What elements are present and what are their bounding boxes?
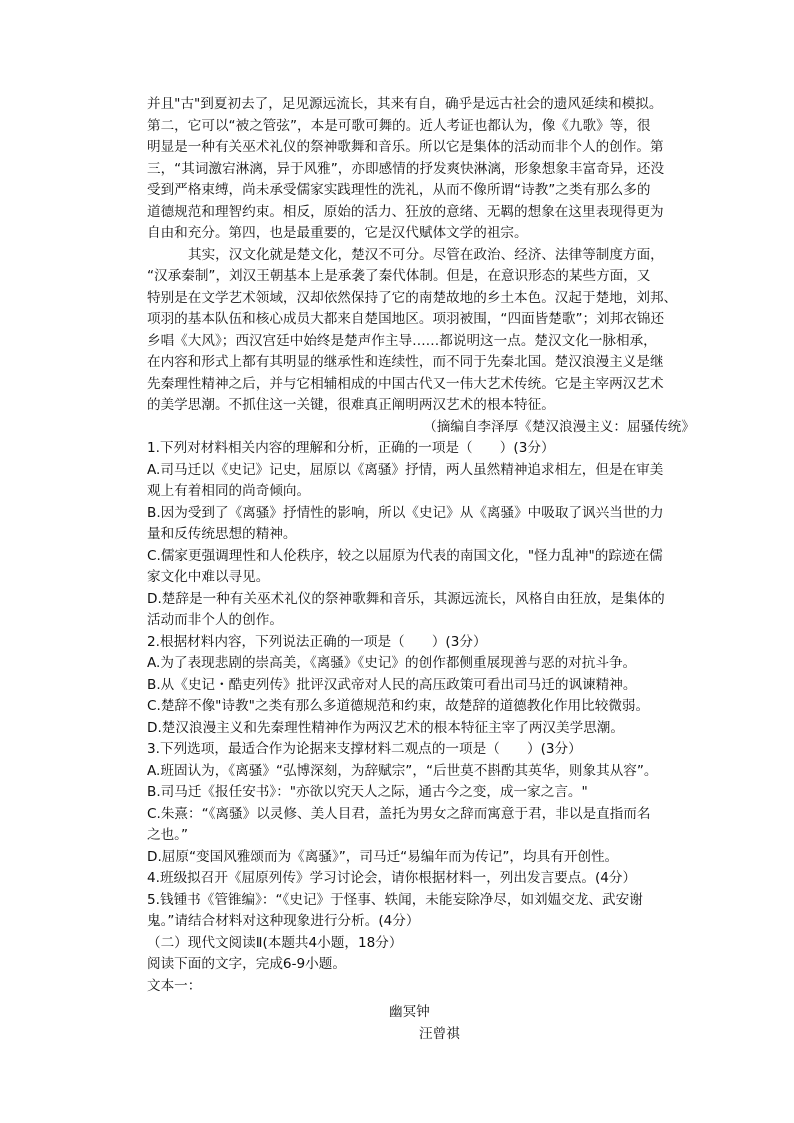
question-option: A.司马迁以《史记》记史，屈原以《离骚》抒情，两人虽然精神追求相左，但是在审美 xyxy=(147,461,664,478)
question-option: C.儒家更强调理性和人伦秩序，较之以屈原为代表的南国文化，"怪力乱神"的踪迹在儒 xyxy=(147,547,663,564)
question-stem: 2.根据材料内容，下列说法正确的一项是（ ）(3分） xyxy=(147,633,487,650)
text-line: 先秦理性精神之后，并与它相辅相成的中国古代又一伟大艺术传统。它是主宰两汉艺术 xyxy=(147,375,664,392)
question-stem: 5.钱锺书《管锥编》：“《史记》于怪事、轶闻，未能妄除净尽，如刘媪交龙、武安谢 xyxy=(147,891,643,908)
passage-paragraph-1 xyxy=(147,94,695,245)
text-line: 道德规范和理智约束。相反，原始的活力、狂放的意绪、无羁的想象在这里表现得更为 xyxy=(147,203,664,220)
text-line: 的美学思潮。不抓住这一关键，很难真正阐明两汉艺术的根本特征。 xyxy=(147,397,555,413)
question-option: 观上有着相同的尚奇倾向。 xyxy=(147,483,311,499)
question-option: C.楚辞不像"诗教"之类有那么多道德规范和约束，故楚辞的道德教化作用比较微弱。 xyxy=(147,698,650,714)
text-label: 文本一： xyxy=(147,977,202,994)
text-line: 受到严格束缚，尚未承受儒家实践理性的洗礼，从而不像所谓“诗教”之类有那么多的 xyxy=(147,182,651,198)
question-option: 量和反传统思想的精神。 xyxy=(147,526,297,542)
reading-instruction: 阅读下面的文字，完成6-9小题。 xyxy=(147,956,346,972)
question-option: B.因为受到了《离骚》抒情性的影响，所以《史记》从《离骚》中吸取了讽兴当世的力 xyxy=(147,504,664,521)
text-line: 第二，它可以“被之管弦”，本是可歌可舞的。近人考证也都认为，像《九歌》等，很 xyxy=(147,117,651,134)
text-line: 三，“其词激宕淋漓，异于风雅”，亦即感情的抒发爽快淋漓，形象想象丰富奇异，还没 xyxy=(147,160,665,177)
text-line: 并且"古"到夏初去了，足见源远流长，其来有自，确乎是远古社会的遗风延续和模拟。 xyxy=(147,96,663,112)
questions-block xyxy=(147,438,695,933)
question-stem: 1.下列对材料相关内容的理解和分析，正确的一项是（ ）(3分） xyxy=(147,440,555,456)
text-line: “汉承秦制”，刘汉王朝基本上是承袭了秦代体制。但是，在意识形态的某些方面，又 xyxy=(147,268,651,284)
question-option: D.楚辞是一种有关巫术礼仪的祭神歌舞和音乐，其源远流长，风格自由狂放，是集体的 xyxy=(147,590,665,607)
story-author: 汪曾祺 xyxy=(419,1025,460,1042)
text-line: 其实，汉文化就是楚文化，楚汉不可分。尽管在政治、经济、法律等制度方面， xyxy=(188,246,664,263)
question-option: D.楚汉浪漫主义和先秦理性精神作为两汉艺术的根本特征主宰了两汉美学思潮。 xyxy=(147,719,624,736)
text-line: 特别是在文学艺术领域，汉却依然保持了它的南楚故地的乡土本色。汉起于楚地，刘邦、 xyxy=(147,289,678,306)
section-heading: （二）现代文阅读Ⅱ(本题共4小题，18分） xyxy=(147,934,403,951)
document-page xyxy=(147,94,695,1045)
question-option: 家文化中难以寻见。 xyxy=(147,569,270,585)
text-line: 在内容和形式上都有其明显的继承性和连续性，而不同于先秦北国。楚汉浪漫主义是继 xyxy=(147,354,664,370)
passage-paragraph-2 xyxy=(147,245,695,417)
question-stem: 4.班级拟召开《屈原列传》学习讨论会，请你根据材料一，列出发言要点。(4分） xyxy=(147,870,637,886)
question-option: 活动而非个人的创作。 xyxy=(147,612,283,628)
question-option: A.为了表现悲剧的崇高美，《离骚》《史记》的创作都侧重展现善与恶的对抗斗争。 xyxy=(147,655,637,671)
question-option: B.从《史记・酷吏列传》批评汉武帝对人民的高压政策可看出司马迁的讽谏精神。 xyxy=(147,676,637,693)
question-stem: 3.下列选项，最适合作为论据来支撑材料二观点的一项是（ ）(3分） xyxy=(147,741,582,757)
text-line: 项羽的基本队伍和核心成员大都来自楚国地区。项羽被围，“四面皆楚歌”；刘邦衣锦还 xyxy=(147,311,665,327)
text-line: 明显是一种有关巫术礼仪的祭神歌舞和音乐。所以它是集体的活动而非个人的创作。第 xyxy=(147,139,664,155)
question-option: A.班固认为，《离骚》“弘博深刻，为辞赋宗”，“后世莫不斟酌其英华，则象其从容”。 xyxy=(147,762,658,779)
story-title: 幽冥钟 xyxy=(389,1004,430,1020)
question-option: B.司马迁《报任安书》："亦欲以究天人之际，通古今之变，成一家之言。" xyxy=(147,784,588,800)
question-option: 鬼。”请结合材料对这种现象进行分析。(4分） xyxy=(147,913,420,929)
question-option: D.屈原“变国风雅颂而为《离骚》”，司马迁“易编年而为传记”，均具有开创性。 xyxy=(147,848,619,865)
text-line: 自由和充分。第四，也是最重要的，它是汉代赋体文学的祖宗。 xyxy=(147,225,528,241)
source-citation: （摘编自李泽厚《楚汉浪漫主义：屈骚传统》 xyxy=(423,418,695,435)
question-option: 之也。” xyxy=(147,827,189,843)
question-option: C.朱熹：“《离骚》以灵修、美人目君，盖托为男女之辞而寓意于君，非以是直指而名 xyxy=(147,805,651,822)
text-line: 乡唱《大风》；西汉宫廷中始终是楚声作主导……都说明这一点。楚汉文化一脉相承， xyxy=(147,332,657,349)
